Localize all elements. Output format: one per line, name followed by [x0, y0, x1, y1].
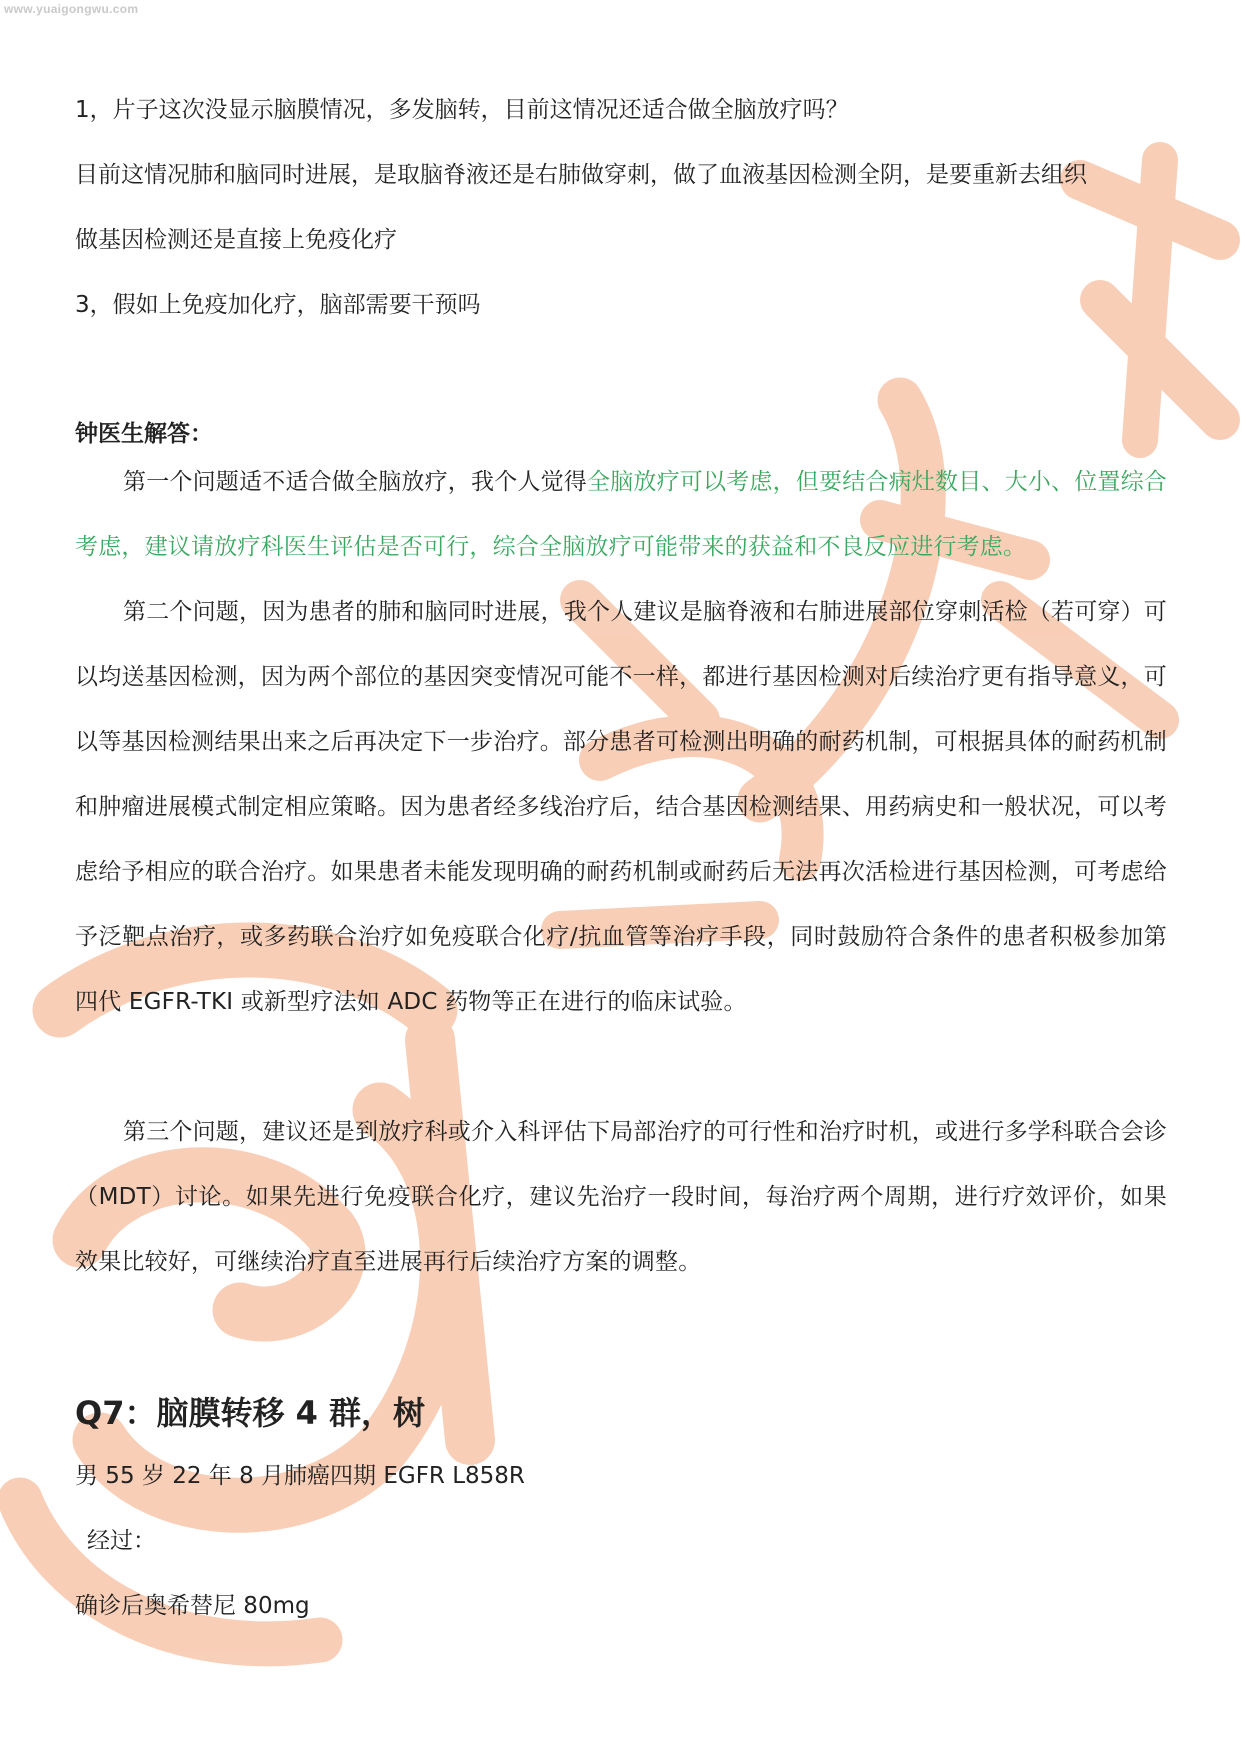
- q7-title: Q7：脑膜转移 4 群，树: [75, 1394, 426, 1432]
- question-1: 1，片子这次没显示脑膜情况，多发脑转，目前这情况还适合做全脑放疗吗？: [75, 97, 849, 123]
- answer-p1-highlight: 全脑放疗可以考虑，但要结合病灶数目、大小、位置综合考虑，建议请放疗科医生评估是否可行，综合全脑放疗可能带来的获益和不良反应进行考虑。: [75, 469, 1167, 560]
- answer-p1-lead: 第一个问题适不适合做全脑放疗，我个人觉得: [123, 469, 587, 495]
- site-watermark-text: www.yuaigongwu.com: [4, 2, 139, 16]
- q7-patient-info: 男 55 岁 22 年 8 月肺癌四期 EGFR L858R: [75, 1463, 525, 1489]
- answer-paragraph-3: 第三个问题，建议还是到放疗科或介入科评估下局部治疗的可行性和治疗时机，或进行多学科联合会诊（MDT）讨论。如果先进行免疫联合化疗，建议先治疗一段时间，每治疗两个周期，进行疗效评价，如果效果比较好，可继续治疗直至进展再行后续治疗方案的调整。: [75, 1119, 1167, 1275]
- answer-paragraph-1: [75, 450, 1167, 580]
- answer-paragraph-2: 第二个问题，因为患者的肺和脑同时进展，我个人建议是脑脊液和右肺进展部位穿刺活检（若可穿）可以均送基因检测，因为两个部位的基因突变情况可能不一样，都进行基因检测对后续治疗更有指导意义，可以等基因检测结果出来之后再决定下一步治疗。部分患者可检测出明确的耐药机制，可根据具体的耐药机制和肿瘤进展模式制定相应策略。因为患者经多线治疗后，结合基因检测结果、用药病史和一般状况，可以考虑给予相应的联合治疗。如果患者未能发现明确的耐药机制或耐药后无法再次活检进行基因检测，可考虑给予泛靶点治疗，或多药联合治疗如免疫联合化疗/抗血管等治疗手段，同时鼓励符合条件的患者积极参加第四代 EGFR-TKI 或新型疗法如 ADC 药物等正在进行的临床试验。: [75, 599, 1167, 1015]
- question-2-line-2: 做基因检测还是直接上免疫化疗: [75, 227, 397, 253]
- answer-heading: 钟医生解答：: [75, 421, 213, 447]
- q7-treatment: 确诊后奥希替尼 80mg: [75, 1593, 310, 1619]
- question-2-line-1: 目前这情况肺和脑同时进展，是取脑脊液还是右肺做穿刺，做了血液基因检测全阴，是要重新去组织: [75, 162, 1087, 188]
- q7-process-label: 经过：: [87, 1528, 156, 1554]
- question-3: 3，假如上免疫加化疗，脑部需要干预吗: [75, 292, 481, 318]
